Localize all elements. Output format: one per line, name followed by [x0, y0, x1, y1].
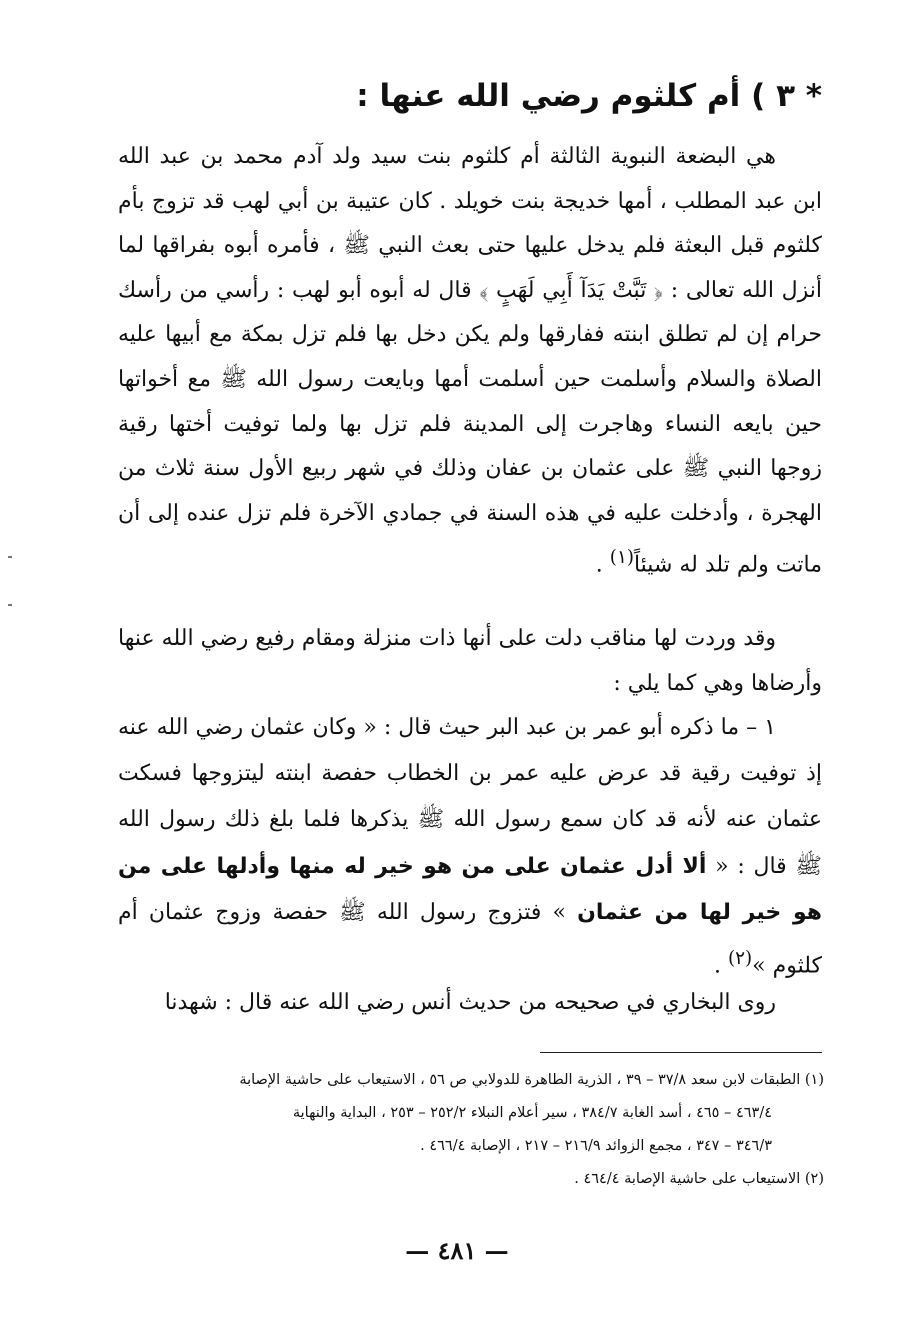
- hadith-intro-text: ١ – ما ذكره أبو عمر بن عبد البر حيث قال : « وكان عثمان رضي الله عنه إذ توفيت رقية قد عرض عليه عمر بن الخطاب حفصة ابنته ليتزوجها فسكت عثمان عنه لأنه قد كان سمع رسول الله ﷺ يذكرها فلما بلغ ذلك رسول الله ﷺ قال : «: [118, 715, 822, 879]
- virtues-intro-text: وقد وردت لها مناقب دلت على أنها ذات منزلة ومقام رفيع رضي الله عنها وأرضاها وهي كما يلي :: [118, 626, 822, 696]
- paragraph-end: .: [713, 953, 728, 979]
- hadith-paragraph: [118, 705, 822, 990]
- biography-paragraph: [118, 135, 822, 588]
- paragraph-end: .: [595, 552, 610, 578]
- hadith-quote-bold: ألا أدل عثمان على من هو خير له منها وأدلها على من هو خير لها من عثمان: [118, 853, 822, 925]
- footnote-1: [128, 1064, 824, 1163]
- bukhari-paragraph: [118, 981, 822, 1026]
- footnote-ref-1[interactable]: (١): [609, 547, 634, 569]
- footnote-ref-2[interactable]: (٢): [727, 948, 753, 970]
- footnote-1-line-2: ٤٦٣/٤ – ٤٦٥ ، أسد الغابة ٣٨٤/٧ ، سير أعلام النبلاء ٢٥٢/٢ – ٢٥٣ ، البداية والنهاية: [292, 1105, 772, 1121]
- footnote-1-line-3: ٣٤٦/٣ – ٣٤٧ ، مجمع الزوائد ٢١٦/٩ – ٢١٧ ، الإصابة ٤٦٦/٤ .: [420, 1138, 772, 1154]
- biography-text: هي البضعة النبوية الثالثة أم كلثوم بنت سيد ولد آدم محمد بن عبد الله ابن عبد المطلب ، أمها خديجة بنت خويلد . كان عتيبة بن أبي لهب قد تزوج بأم كلثوم قبل البعثة فلم يدخل عليها حتى بعث النبي ﷺ ، فأمره أبوه بفراقها لما أنزل الله تعالى : ﴿ تَبَّتْ يَدَآ أَبِي لَهَبٍ ﴾ قال له أبوه أبو لهب : رأسي من رأسك حرام إن لم تطلق ابنته ففارقها ولم يكن دخل بها فلم تزل بمكة مع أبيها عليه الصلاة والسلام وأسلمت حين أسلمت أمها وبايعت رسول الله ﷺ مع أخواتها حين بايعه النساء وهاجرت إلى المدينة فلم تزل بها ولما توفيت أختها رقية زوجها النبي ﷺ على عثمان بن عفان وذلك في شهر ربيع الأول سنة ثلاث من الهجرة ، وأدخلت عليه في هذه السنة في جمادي الآخرة فلم تزل عنده إلى أن ماتت ولم تلد له شيئاً: [118, 144, 822, 578]
- footnote-1-line-1: (١) الطبقات لابن سعد ٣٧/٨ – ٣٩ ، الذرية الطاهرة للدولابي ص ٥٦ ، الاستيعاب على حاشية الإصابة: [239, 1072, 824, 1088]
- footnote-2: (٢) الاستيعاب على حاشية الإصابة ٤٦٤/٤ .: [574, 1171, 824, 1187]
- hadith-rest-text: » فتزوج رسول الله ﷺ حفصة وزوج عثمان أم كلثوم »: [118, 899, 822, 979]
- footnotes: [128, 1064, 824, 1196]
- virtues-intro-paragraph: [118, 617, 822, 706]
- page-number: — ٤٨١ —: [405, 1236, 509, 1265]
- footnote-divider: [540, 1052, 822, 1053]
- scan-edge-mark: [8, 556, 12, 558]
- scan-edge-mark: [8, 604, 12, 606]
- bukhari-text: روى البخاري في صحيحه من حديث أنس رضي الله عنه قال : شهدنا: [164, 990, 776, 1015]
- section-heading: * ٣ ) أم كلثوم رضي الله عنها :: [356, 78, 822, 114]
